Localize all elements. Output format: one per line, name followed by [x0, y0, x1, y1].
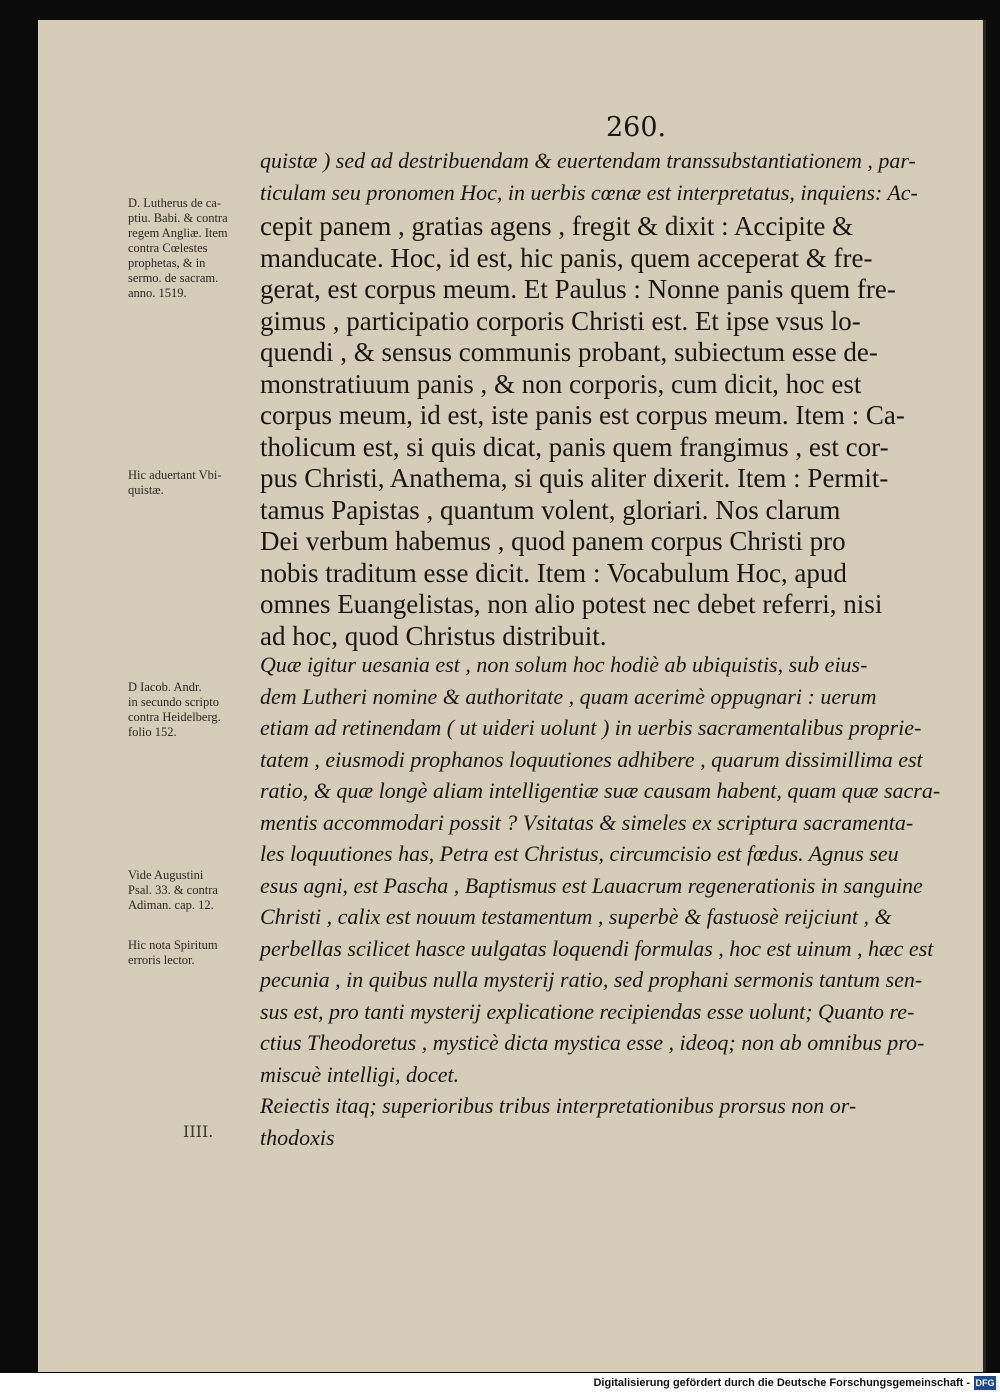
text-line: etiam ad retinendam ( ut uideri uolunt ) in uerbis sacramentalibus proprie-: [260, 715, 922, 740]
text-line: mentis accommodari possit ? Vsitatas & simeles ex scriptura sacramenta-: [260, 809, 914, 835]
text-line: corpus meum, id est, iste panis est corpus meum. Item : Ca-: [260, 400, 905, 430]
margin-note-spiritum-erroris: [128, 938, 263, 968]
text-line: monstratiuum panis , & non corporis, cum dicit, hoc est: [260, 368, 862, 399]
margin-note-ubiquistae: [128, 468, 263, 498]
text-line: quistæ ) sed ad destribuendam & euertendam transsubstantiationem , par-: [260, 148, 916, 173]
text-line: omnes Euangelistas, non alio potest nec debet referri, nisi: [260, 589, 883, 619]
text-line: cepit panem , gratias agens , fregit & dixit : Accipite &: [260, 211, 854, 241]
text-line: sus est, pro tanti mysterij explicatione recipiendas esse uolunt; Quanto re-: [260, 998, 915, 1024]
margin-note-line: Vide Augustini: [128, 868, 204, 882]
text-line: gerat, est corpus meum. Et Paulus : Nonne panis quem fre-: [260, 274, 896, 304]
text-line: quendi , & sensus communis probant, subiectum esse de-: [260, 337, 878, 367]
text-line: Christi , calix est nouum testamentum , superbè & fastuosè reijciunt , &: [260, 904, 892, 929]
text-line: Dei verbum habemus , quod panem corpus Christi pro: [260, 526, 846, 556]
text-line: manducate. Hoc, id est, hic panis, quem acceperat & fre-: [260, 242, 873, 273]
margin-note-line: Hic nota Spiritum: [128, 938, 218, 952]
margin-note-augustini: [128, 868, 263, 913]
text-line: perbellas scilicet hasce uulgatas loquendi formulas , hoc est uinum , hæc est: [260, 935, 934, 961]
text-line: tatem , eiusmodi prophanos loquutiones adhibere , quarum dissimillima est: [260, 746, 923, 772]
margin-note-line: folio 152.: [128, 725, 177, 739]
text-line: Reiectis itaq; superioribus tribus interpretationibus prorsus non or-: [260, 1093, 857, 1118]
text-line: pus Christi, Anathema, si quis aliter dixerit. Item : Permit-: [260, 463, 889, 493]
margin-note-line: Psal. 33. & contra: [128, 883, 218, 897]
text-line: tamus Papistas , quantum volent, gloriari. Nos clarum: [260, 494, 841, 525]
text-line: ad hoc, quod Christus distribuit.: [260, 620, 607, 651]
page-number: 260.: [606, 112, 667, 143]
margin-note-line: anno. 1519.: [128, 286, 187, 300]
margin-note-lutherus: [128, 196, 263, 301]
text-line: miscuè intelligi, docet.: [260, 1061, 460, 1087]
margin-note-line: ptiu. Babi. & contra: [128, 211, 228, 225]
margin-note-line: contra Heidelberg.: [128, 710, 221, 724]
text-line: dem Lutheri nomine & authoritate , quam acerimè oppugnari : uerum: [260, 683, 877, 709]
margin-note-line: Hic aduertant Vbi-: [128, 468, 222, 482]
text-line: les loquutiones has, Petra est Christus, circumcisio est fœdus. Agnus seu: [260, 841, 899, 866]
text-line: ratio, & quæ longè aliam intelligentiæ suæ causam habent, quam quæ sacra-: [260, 778, 941, 803]
margin-note-line: D Iacob. Andr.: [128, 680, 202, 694]
text-line: esus agni, est Pascha , Baptismus est Lauacrum regenerationis in sanguine: [260, 872, 923, 898]
margin-note-line: D. Lutherus de ca-: [128, 196, 222, 210]
footer-credit: Digitalisierung gefördert durch die Deutsche Forschungsgemeinschaft -: [593, 1377, 970, 1389]
margin-note-line: contra Cœlestes: [128, 241, 208, 255]
text-line: ticulam seu pronomen Hoc, in uerbis cœnæ est interpretatus, inquiens: Ac-: [260, 179, 918, 205]
margin-note-line: sermo. de sacram.: [128, 271, 219, 285]
text-line: gimus , participatio corporis Christi est. Et ipse vsus lo-: [260, 305, 861, 336]
margin-note-iacob-andr: [128, 680, 263, 740]
dfg-logo: DFG: [975, 1378, 995, 1388]
text-line: ctius Theodoretus , mysticè dicta mystica esse , ideoq; non ab omnibus pro-: [260, 1030, 925, 1055]
scanned-page: [38, 20, 986, 1372]
margin-note-line: in secundo scripto: [128, 695, 219, 709]
text-line: tholicum est, si quis dicat, panis quem frangimus , est cor-: [260, 431, 889, 462]
margin-note-line: regem Angliæ. Item: [128, 226, 228, 240]
signature-mark: IIII.: [183, 1122, 214, 1141]
footer-bar: [0, 1373, 1000, 1395]
margin-note-line: quistæ.: [128, 483, 164, 497]
text-line: pecunia , in quibus nulla mysterij ratio, sed prophani sermonis tantum sen-: [260, 967, 923, 992]
margin-note-line: erroris lector.: [128, 953, 195, 967]
text-line: thodoxis: [260, 1124, 335, 1150]
text-line: nobis traditum esse dicit. Item : Vocabulum Hoc, apud: [260, 557, 847, 588]
text-line: Quæ igitur uesania est , non solum hoc hodiè ab ubiquistis, sub eius-: [260, 652, 868, 677]
margin-note-line: Adiman. cap. 12.: [128, 898, 214, 912]
margin-note-line: prophetas, & in: [128, 256, 206, 270]
